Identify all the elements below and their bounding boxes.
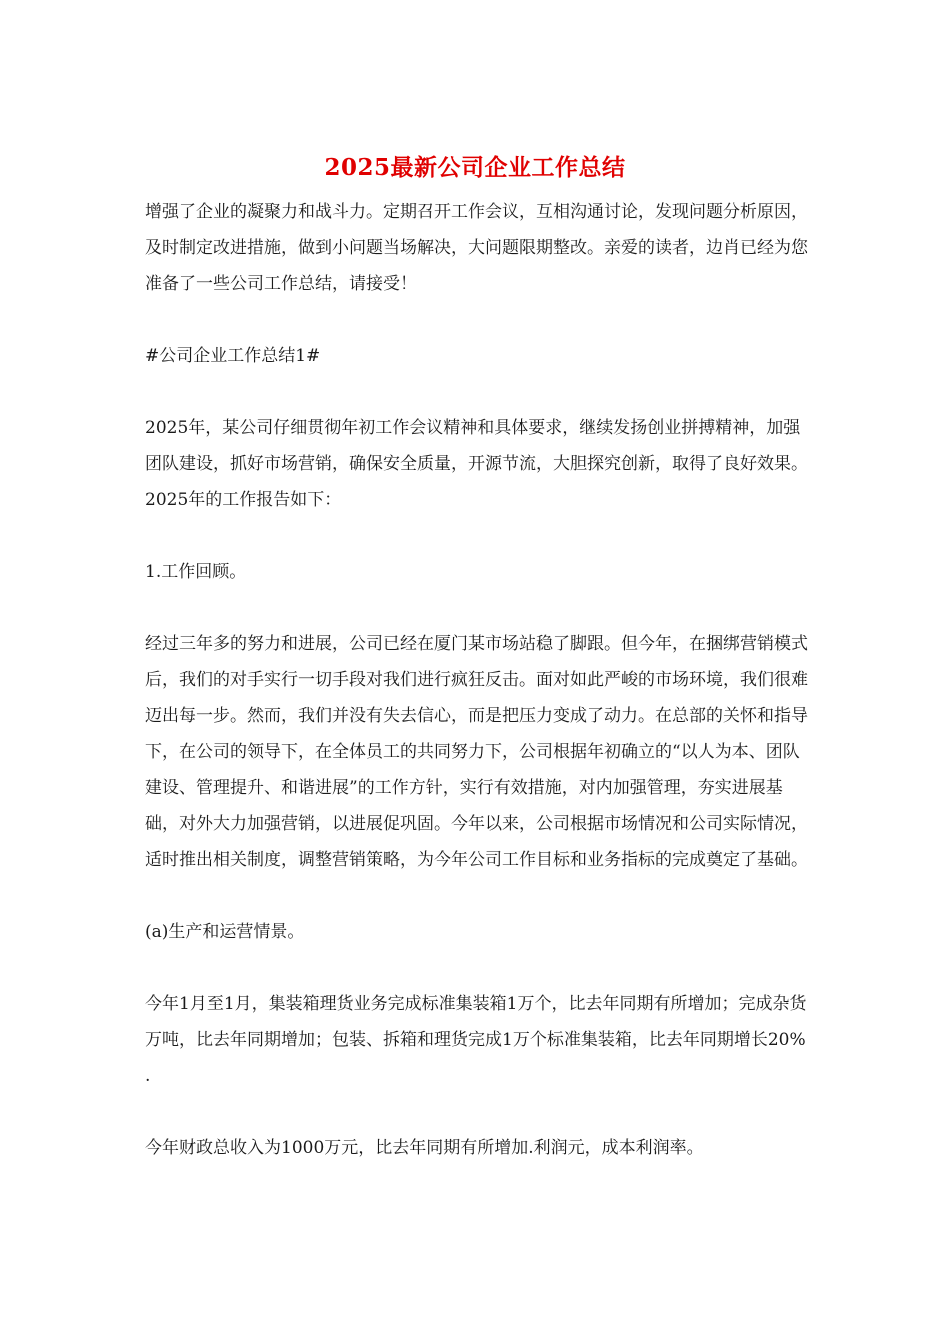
paragraph-overview: 2025年，某公司仔细贯彻年初工作会议精神和具体要求，继续发扬创业拼搏精神，加强团队建设，抓好市场营销，确保安全质量，开源节流，大胆探究创新，取得了良好效果。2025年的工作报告如下： [145,418,808,510]
paragraph-review: 经过三年多的努力和进展，公司已经在厦门某市场站稳了脚跟。但今年，在捆绑营销模式后，我们的对手实行一切手段对我们进行疯狂反击。面对如此严峻的市场环境，我们很难迈出每一步。然而，我们并没有失去信心，而是把压力变成了动力。在总部的关怀和指导下，在公司的领导下，在全体员工的共同努力下，公司根据年初确立的“以人为本、团队建设、管理提升、和谐进展”的工作方针，实行有效措施，对内加强管理，夯实进展基础，对外大力加强营销，以进展促巩固。今年以来，公司根据市场情况和公司实际情况，适时推出相关制度，调整营销策略，为今年公司工作目标和业务指标的完成奠定了基础。 [145,634,808,870]
section-heading: #公司企业工作总结1# [145,346,321,366]
subsection-heading: 1.工作回顾。 [145,562,247,582]
paragraph-intro: 增强了企业的凝聚力和战斗力。定期召开工作会议，互相沟通讨论，发现问题分析原因，及时制定改进措施，做到小问题当场解决，大问题限期整改。亲爱的读者，边肖已经为您准备了一些公司工作总结，请接受！ [145,202,808,294]
subsection-heading-a: (a)生产和运营情景。 [145,922,305,942]
paragraph-production: 今年1月至1月，集装箱理货业务完成标准集装箱1万个，比去年同期有所增加；完成杂货万吨，比去年同期增加；包装、拆箱和理货完成1万个标准集装箱，比去年同期增长20% . [145,994,812,1086]
paragraph-finance: 今年财政总收入为1000万元，比去年同期有所增加.利润元，成本利润率。 [145,1138,704,1158]
document-title: 2025最新公司企业工作总结 [324,154,626,181]
document-body [145,194,810,1202]
